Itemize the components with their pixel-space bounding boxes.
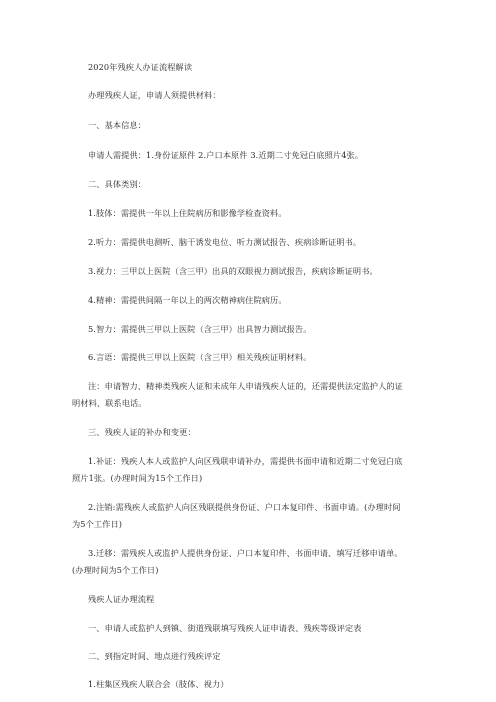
category-item: 2.听力：需提供电测听、脑干诱发电位、听力测试报告、疾病诊断证明书。 (88, 237, 362, 247)
category-item: 1.肢体：需提供一年以上住院病历和影像学检查资料。 (88, 208, 287, 218)
note-line-2: 明材料、联系电话。 (72, 398, 147, 408)
process-step-2: 二、到指定时间、地点进行残疾评定 (88, 651, 221, 661)
category-item: 3.视力：三甲以上医院（含三甲）出具的双眼视力测试报告，疾病诊断证明书。 (88, 266, 378, 276)
section-category-heading: 二、具体类别： (88, 179, 147, 189)
reissue-item-1-line-1: 1.补证：残疾人本人或监护人向区残联申请补办，需提供书面申请和近期二寸免冠白底 (88, 456, 403, 466)
doc-title: 2020年残疾人办证流程解读 (88, 62, 193, 72)
reissue-item-2-line-2: 为5个工作日) (72, 519, 123, 529)
note-line-1: 注：申请智力、精神类残疾人证和未成年人申请残疾人证的，还需提供法定监护人的证 (88, 381, 403, 391)
section-basic-text: 申请人需提供：1.身份证原件 2.户口本原件 3.近期二寸免冠白底照片4张。 (88, 150, 364, 160)
process-title: 残疾人证办理流程 (88, 594, 155, 604)
reissue-item-2-line-1: 2.注销:需残疾人或监护人向区残联提供身份证、户口本复印件、书面申请。(办理时间 (88, 502, 401, 512)
section-reissue-heading: 三、残疾人证的补办和变更： (88, 427, 196, 437)
category-item: 4.精神：需提供间隔一年以上的两次精神病住院病历。 (88, 295, 287, 305)
reissue-item-3-line-1: 3.迁移：需残疾人或监护人提供身份证、户口本复印件、书面申请、填写迁移申请单。 (88, 548, 403, 558)
reissue-item-3-line-2: (办理时间为5个工作日) (72, 565, 159, 575)
reissue-item-1-line-2: 照片1张。(办理时间为15个工作日) (72, 473, 203, 483)
process-step-1: 一、申请人或监护人到镇、街道残联填写残疾人证申请表、残疾等级评定表 (88, 623, 362, 633)
category-item: 5.智力：需提供三甲以上医院（含三甲）出具智力测试报告。 (88, 324, 312, 334)
process-step-2-item-1: 1.柱集区残疾人联合会（肢体、视力） (88, 679, 229, 689)
category-item: 6.言语：需提供三甲以上医院（含三甲）相关残疾证明材料。 (88, 352, 312, 362)
intro-line: 办理残疾人证，申请人须提供材料： (88, 90, 221, 100)
section-basic-heading: 一、基本信息： (88, 120, 147, 130)
